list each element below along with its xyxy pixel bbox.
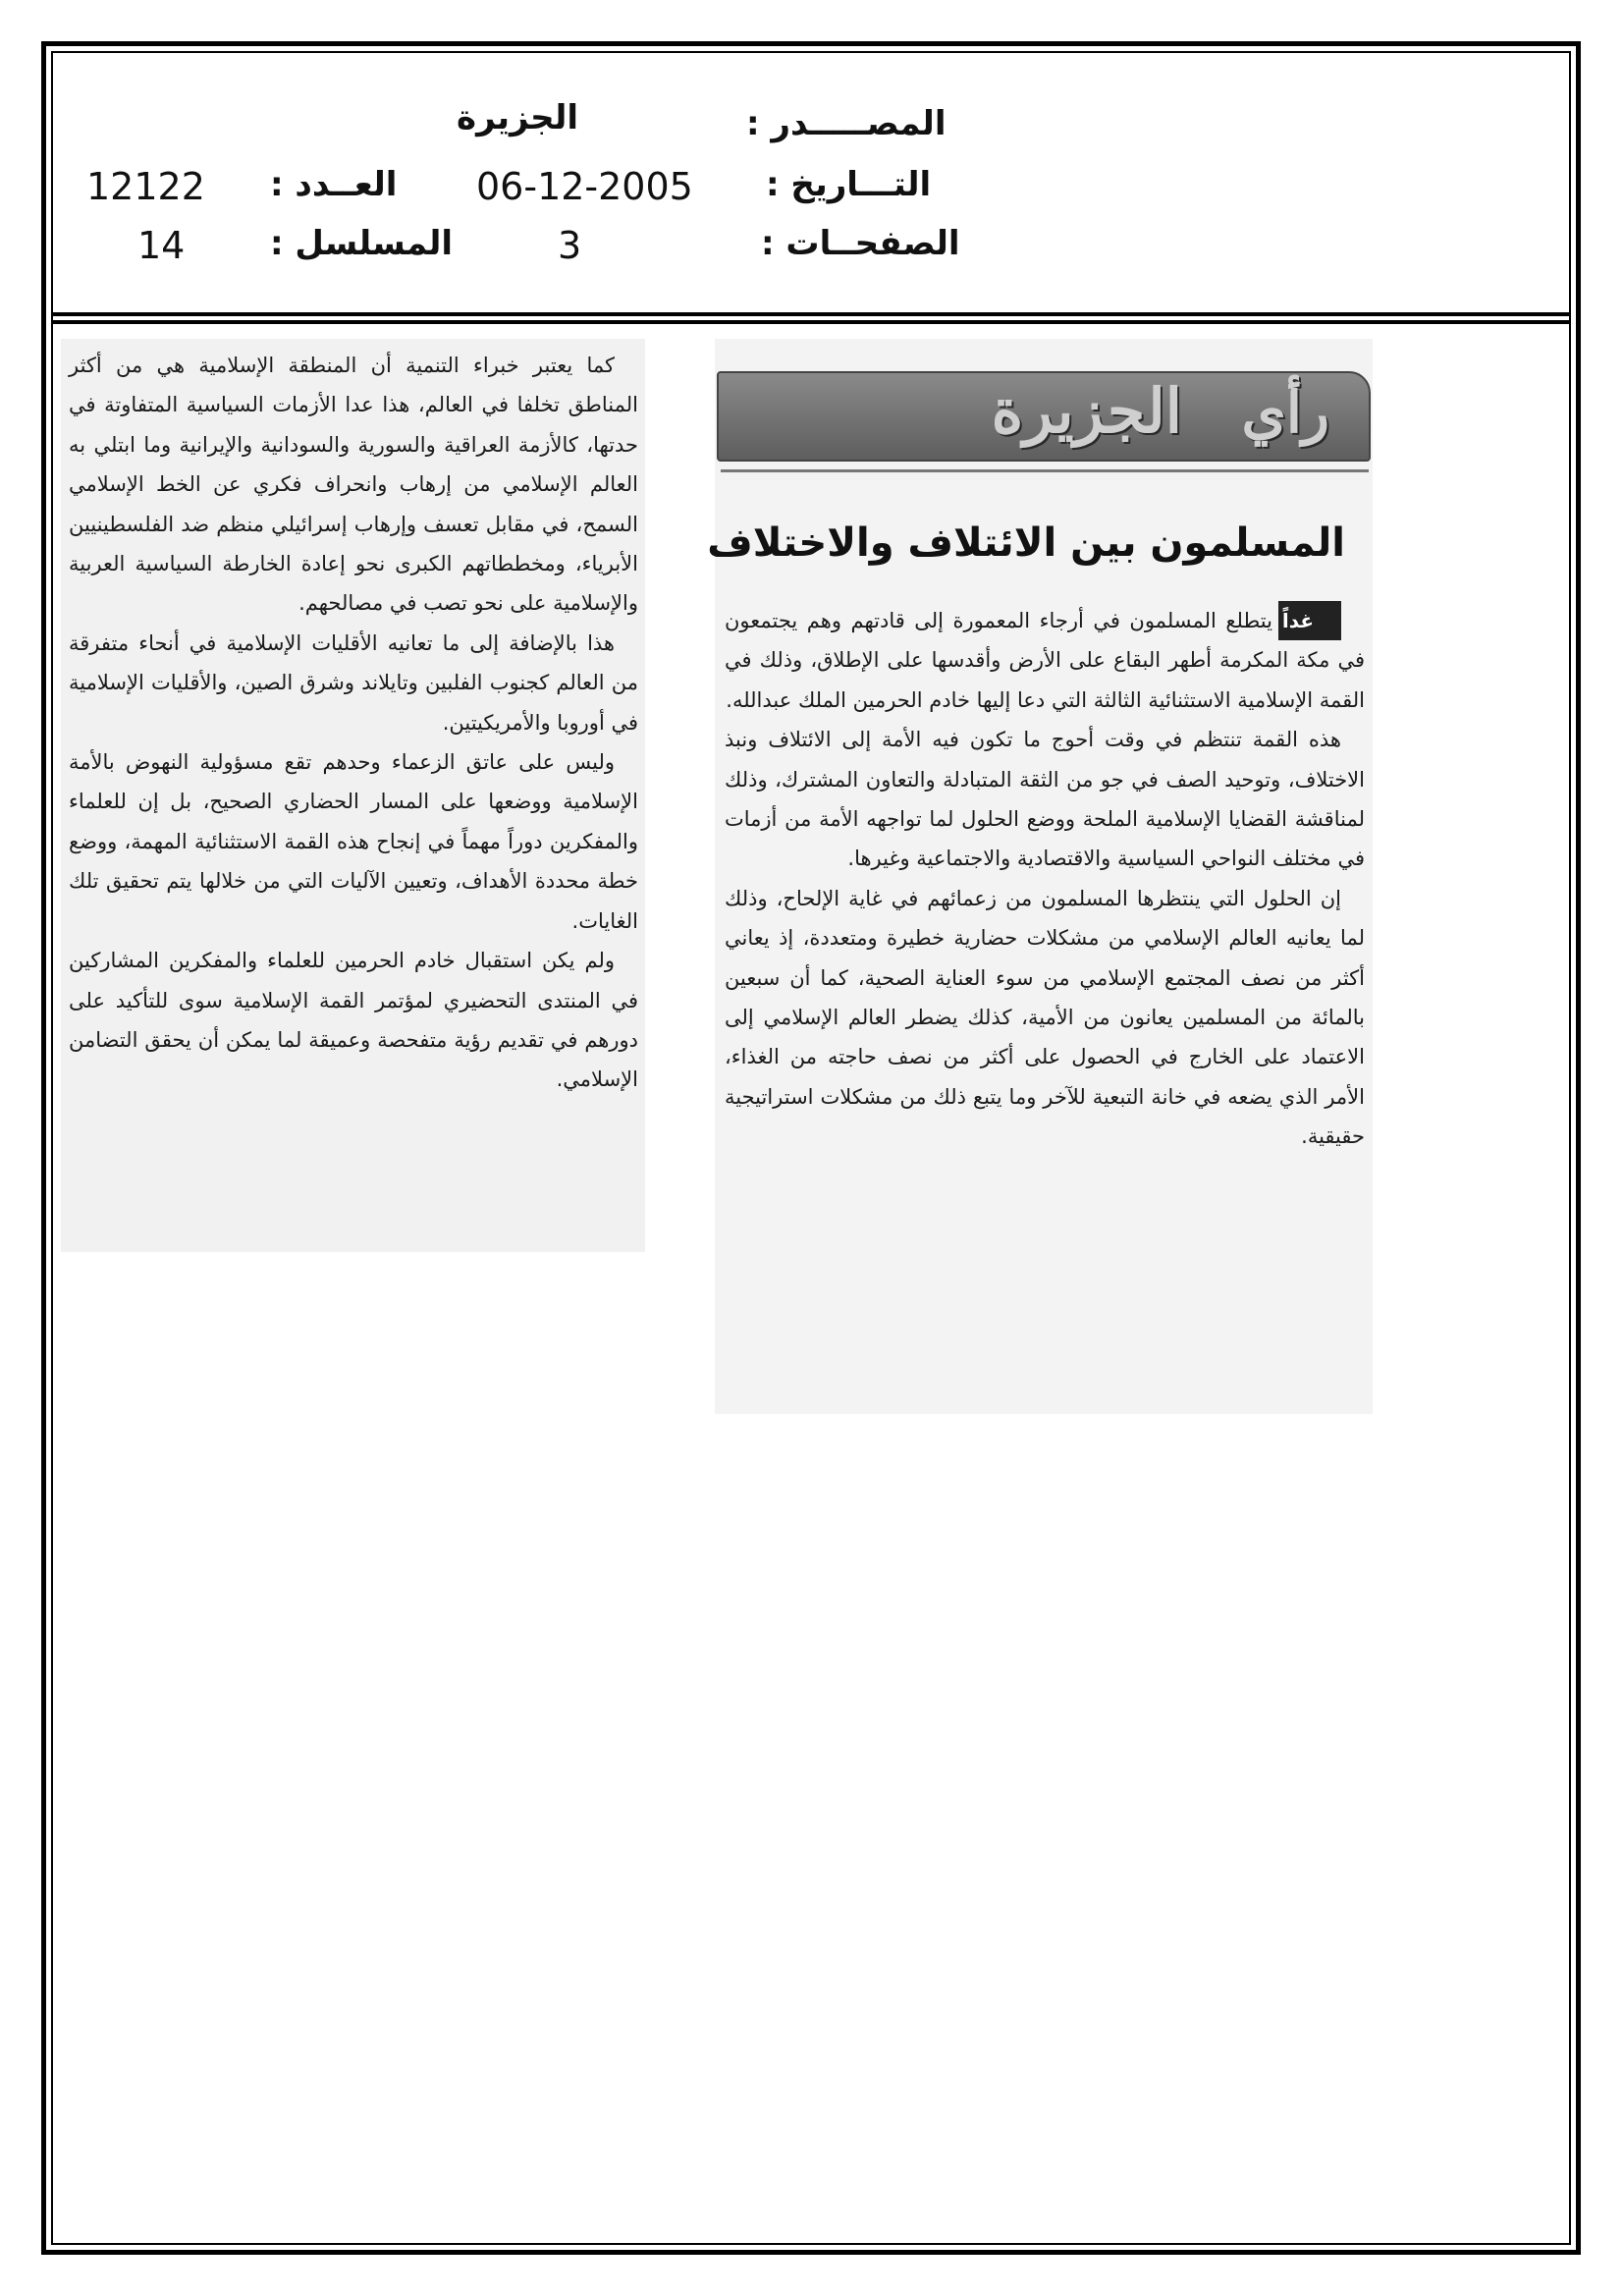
right-column-text [725,601,1365,1157]
paragraph: إن الحلول التي ينتظرها المسلمون من زعمائهم في غاية الإلحاح، وذلك لما يعانيه العالم الإسلامي من مشكلات حضارية خطيرة ومتعددة، إذ يعاني أكثر من نصف المجتمع الإسلامي من سوء العناية الصحية، كما أن سبعين بالمائة من المسلمين يعانون من الأمية، كذلك يضطر العالم الإسلامي إلى الاعتماد على الخارج في الحصول على أكثر من نصف حاجته من الغذاء، الأمر الذي يضعه في خانة التبعية للآخر وما يتبع ذلك من مشكلات استراتيجية حقيقية. [725,886,1365,1149]
paragraph: ولم يكن استقبال خادم الحرمين للعلماء والمفكرين المشاركين في المنتدى التحضيري لمؤتمر القمة الإسلامية سوى للتأكيد على دورهم في تقديم رؤية متفحصة وعميقة لما يمكن أن يحقق التضامن الإسلامي. [69,949,638,1092]
issue-value: 12122 [86,165,205,208]
article-headline: المسلمون بين الائتلاف والاختلاف [707,520,1345,566]
date-value: 06-12-2005 [476,165,693,208]
paragraph: وليس على عاتق الزعماء وحدهم تقع مسؤولية النهوض بالأمة الإسلامية ووضعها على المسار الحضاري الصحيح، بل إن للعلماء والمفكرين دوراً مهماً في إنجاح هذه القمة الاستثنائية المهمة، ووضع خطة محددة الأهداف، وتعيين الآليات التي من خلالها يتم تحقيق تلك الغايات. [69,750,638,933]
banner-underline [721,469,1369,472]
banner-word-opinion: رأي [1241,379,1329,446]
lead-mark: غداً [1278,601,1341,640]
header-divider [51,312,1571,316]
serial-value: 14 [137,224,186,267]
source-label: المصـــــدر : [746,104,947,143]
paragraph: هذه القمة تنتظم في وقت أحوج ما تكون فيه الأمة إلى الائتلاف ونبذ الاختلاف، وتوحيد الصف في جو من الثقة المتبادلة والتعاون المشترك، وذلك لمناقشة القضايا الإسلامية الملحة ووضع الحلول لما تواجهه الأمة من أزمات في مختلف النواحي السياسية والاقتصادية والاجتماعية وغيرها. [725,728,1365,871]
header-divider-secondary [51,320,1571,324]
opinion-banner [717,371,1371,462]
date-label: التـــاريخ : [766,165,932,204]
pages-label: الصفحــات : [761,224,960,263]
paragraph: غداًيتطلع المسلمون في أرجاء المعمورة إلى قادتهم وهم يجتمعون في مكة المكرمة أطهر البقاع على الأرض وأقدسها على الإطلاق، وذلك في القمة الإسلامية الاستثنائية الثالثة التي دعا إليها خادم الحرمين الملك عبدالله. [725,601,1365,720]
issue-label: العــدد : [270,165,398,204]
paragraph: كما يعتبر خبراء التنمية أن المنطقة الإسلامية هي من أكثر المناطق تخلفا في العالم، هذا عدا الأزمات السياسية المتفاوتة في حدتها، كالأزمة العراقية والسورية والسودانية والإيرانية وما ابتلي به العالم الإسلامي من إرهاب وانحراف فكري عن الخط الإسلامي السمح، في مقابل تعسف وإرهاب إسرائيلي منظم ضد الفلسطينيين الأبرياء، ومخططاتهم الكبرى نحو إعادة الخارطة السياسية العربية والإسلامية على نحو تصب في مصالحهم. [69,354,638,616]
paragraph: هذا بالإضافة إلى ما تعانيه الأقليات الإسلامية في أنحاء متفرقة من العالم كجنوب الفلبين وتايلاند وشرق الصين، والأقليات الإسلامية في أوروبا والأمريكيتين. [69,630,638,735]
source-value: الجزيرة [457,98,579,137]
pages-value: 3 [558,224,582,267]
serial-label: المسلسل : [270,224,454,263]
banner-word-aljazirah: الجزيرة [991,375,1182,447]
left-column-text [69,346,638,1100]
